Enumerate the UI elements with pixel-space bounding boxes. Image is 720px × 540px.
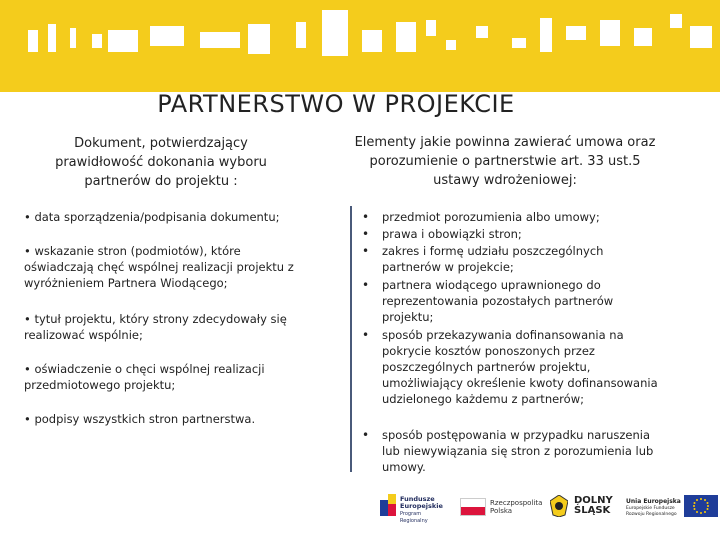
- unia-europejska-logo: [626, 492, 720, 520]
- eagle-crest-icon: [550, 495, 568, 517]
- banner-square: [670, 14, 682, 28]
- banner-square: [200, 32, 240, 48]
- banner-square: [690, 26, 712, 48]
- rzeczpospolita-polska-logo: [458, 492, 543, 520]
- ue-line3: Rozwoju Regionalnego: [626, 512, 677, 517]
- ue-line2: Europejskie Fundusze: [626, 506, 675, 511]
- list-item: prawa i obowiązki stron;: [382, 227, 522, 241]
- banner-square: [634, 28, 652, 46]
- rp-line1: Rzeczpospolita: [490, 499, 543, 507]
- fundusze-europejskie-logo: [378, 492, 448, 524]
- banner-square: [540, 18, 552, 52]
- page-title: PARTNERSTWO W PROJEKCIE: [157, 90, 515, 118]
- banner-square: [600, 20, 620, 46]
- banner-square: [248, 24, 270, 54]
- fe-emblem-icon: [380, 494, 396, 516]
- list-item: przedmiot porozumienia albo umowy;: [382, 210, 600, 224]
- banner-square: [322, 10, 348, 56]
- rp-line2: Polska: [490, 507, 513, 515]
- list-item: sposób przekazywania dofinansowania na pokrycie kosztów ponoszonych przez poszczególnych partnerów projektu, umożliwiający określenie kwoty dofinansowania udzielonego każdemu z partnerów;: [382, 328, 658, 406]
- left-column-heading: Dokument, potwierdzający prawidłowość dokonania wyboru partnerów do projektu :: [55, 136, 267, 189]
- banner-square: [48, 24, 56, 52]
- ds-line1: DOLNY: [574, 495, 613, 506]
- fe-line2: Europejskie: [400, 502, 443, 510]
- banner-square: [476, 26, 488, 38]
- banner-square: [362, 30, 382, 52]
- funding-logos-bar: [378, 492, 720, 522]
- ue-line1: Unia Europejska: [626, 498, 681, 505]
- right-column-heading: Elementy jakie powinna zawierać umowa oraz porozumienie o partnerstwie art. 33 ust.5 ustawy wdrożeniowej:: [354, 135, 656, 188]
- eu-flag-icon: [684, 495, 718, 517]
- banner-square: [396, 22, 416, 52]
- list-item: • data sporządzenia/podpisania dokumentu;: [24, 210, 280, 224]
- bullet: •: [362, 244, 370, 258]
- banner-square: [108, 30, 138, 52]
- list-item: zakres i formę udziału poszczególnych partnerów w projekcie;: [382, 244, 604, 274]
- banner-square: [92, 34, 102, 48]
- bullet: •: [362, 210, 370, 224]
- banner-square: [426, 20, 436, 36]
- list-item: • oświadczenie o chęci wspólnej realizacji przedmiotowego projektu;: [24, 362, 265, 392]
- list-item: • wskazanie stron (podmiotów), które oświadczają chęć wspólnej realizacji projektu z wyróżnieniem Partnera Wiodącego;: [24, 244, 294, 290]
- banner-square: [446, 40, 456, 50]
- banner-square: [296, 22, 306, 48]
- fe-line3: Program Regionalny: [400, 511, 428, 524]
- banner-square: [512, 38, 526, 48]
- header-banner: [0, 0, 720, 92]
- list-item: partnera wiodącego uprawnionego do reprezentowania pozostałych partnerów projektu;: [382, 278, 614, 324]
- banner-square: [28, 30, 38, 52]
- bullet: •: [362, 428, 370, 442]
- dolny-slask-logo: [550, 492, 620, 520]
- list-item: sposób postępowania w przypadku naruszenia lub niewywiązania się stron z porozumienia lub umowy.: [382, 428, 654, 474]
- banner-square: [150, 26, 184, 46]
- list-item: • tytuł projektu, który strony zdecydowały się realizować wspólnie;: [24, 312, 287, 342]
- polish-flag-icon: [460, 498, 486, 516]
- bullet: •: [362, 328, 370, 342]
- column-divider: [350, 206, 352, 472]
- fe-line1: Fundusze: [400, 495, 435, 503]
- list-item: • podpisy wszystkich stron partnerstwa.: [24, 412, 256, 426]
- bullet: •: [362, 227, 370, 241]
- ds-line2: ŚLĄSK: [574, 505, 611, 516]
- bullet: •: [362, 278, 370, 292]
- banner-square: [70, 28, 76, 48]
- banner-square: [566, 26, 586, 40]
